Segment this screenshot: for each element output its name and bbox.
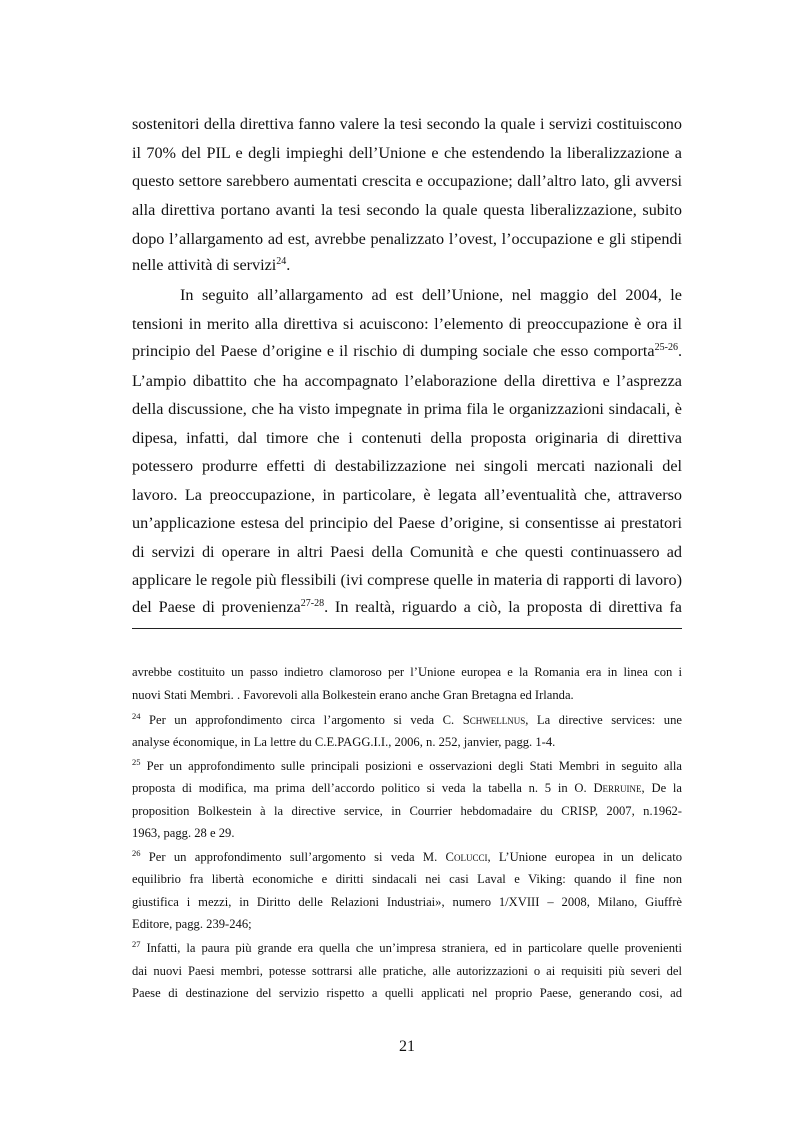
body-line-2: il 70% del PIL e degli impieghi dell’Unione e che estendendo la liberalizzazione a: [132, 144, 682, 162]
footnote-24-author: Schwellnus: [462, 713, 526, 727]
body-line-16: di servizi di operare in altri Paesi della Comunità e che questi continuassero ad: [132, 543, 682, 561]
footnote-continuation-line-2: nuovi Stati Membri. . Favorevoli alla Bolkestein erano anche Gran Bretagna ed Irlanda.: [132, 688, 574, 702]
footnote-25-line-3: proposition Bolkestein à la directive service, in Courrier hebdomadaire du CRISP, 2007, n.1962-: [132, 804, 682, 818]
body-line-11: della discussione, che ha visto impegnate in prima fila le organizzazioni sindacali, è: [132, 400, 682, 418]
body-line-7: In seguito all’allargamento ad est dell’Unione, nel maggio del 2004, le: [180, 286, 682, 304]
footnote-25-line-1: $^{25}$ Per un approfondimento sulle principali posizioni e osservazioni degli Stati Membri in seguito alla: [132, 757, 682, 773]
body-line-12: dipesa, infatti, dal timore che i contenuti della proposta originaria di direttiva: [132, 429, 682, 447]
body-line-5: dopo l’allargamento ad est, avrebbe penalizzato l’ovest, l’occupazione e gli stipendi: [132, 230, 682, 248]
body-line-3: questo settore sarebbero aumentati crescita e occupazione; dall’altro lato, gli avversi: [132, 172, 682, 190]
footnote-24-number: 24: [132, 711, 141, 721]
body-line-1: sostenitori della direttiva fanno valere la tesi secondo la quale i servizi costituiscono: [132, 115, 682, 133]
footnote-25-line-4: 1963, pagg. 28 e 29.: [132, 826, 235, 840]
footnote-26-line-4: Editore, pagg. 239-246;: [132, 917, 252, 931]
footnote-ref-24: 24: [276, 256, 287, 267]
body-line-9: principio del Paese d’origine e il rischio di dumping sociale che esso comporta$^{25-26}$.: [132, 342, 682, 360]
footnote-25-number: 25: [132, 757, 141, 767]
body-line-15: un’applicazione estesa del principio del Paese d’origine, si consentisse ai prestatori: [132, 514, 682, 532]
footnote-24-line-2: analyse économique, in La lettre du C.E.PAGG.I.I., 2006, n. 252, janvier, pagg. 1-4.: [132, 735, 556, 749]
body-line-4: alla direttiva portano avanti la tesi secondo la quale questa liberalizzazione, subito: [132, 201, 682, 219]
footnote-ref-25-26: 25-26: [654, 342, 678, 353]
footnote-26-line-3: giustifica i mezzi, in Diritto delle Relazioni Industriai», numero 1/XVIII – 2008, Milano, Giuffrè: [132, 895, 682, 909]
footnote-27-number: 27: [132, 939, 141, 949]
body-line-14: lavoro. La preoccupazione, in particolare, è legata all’eventualità che, attraverso: [132, 486, 682, 504]
body-line-17: applicare le regole più flessibili (ivi comprese quelle in materia di rapporti di lavoro): [132, 571, 682, 589]
body-line-10: L’ampio dibattito che ha accompagnato l’elaborazione della direttiva e l’asprezza: [132, 372, 682, 390]
footnote-27-line-1: $^{27}$ Infatti, la paura più grande era quella che un’impresa straniera, ed in particolare quelle provenienti: [132, 939, 682, 955]
footnote-24-line-1: $^{24}$ Per un approfondimento circa l’argomento si veda C. Schwellnus, La directive services: une: [132, 711, 682, 727]
footnote-26-line-1: $^{26}$ Per un approfondimento sull’argomento si veda M. Colucci, L’Unione europea in un delicato: [132, 848, 682, 864]
footnote-27-line-3: Paese di destinazione del servizio rispetto a quelli applicati nel proprio Paese, generando cosi, ad: [132, 986, 682, 1000]
footnote-26-author: Colucci: [445, 850, 488, 864]
footnote-26-line-2: equilibrio fra libertà economiche e diritti sindacali nei casi Laval e Viking: quando il fine non: [132, 872, 682, 886]
footnote-25-line-2: proposta di modifica, ma prima dell’accordo politico si veda la tabella n. 5 in O. Derruine, De la: [132, 781, 683, 795]
body-line-13: potessero produrre effetti di destabilizzazione nei singoli mercati nazionali del: [132, 457, 682, 475]
body-line-18: del Paese di provenienza$^{27-28}$. In realtà, riguardo a ciò, la proposta di direttiva fa: [132, 598, 682, 616]
body-line-6: nelle attività di servizi$^{24}$.: [132, 256, 291, 274]
footnote-27-line-2: dai nuovi Paesi membri, potesse sottrarsi alle pratiche, alle autorizzazioni o ai requisiti più severi del: [132, 964, 682, 978]
footnote-separator: [132, 628, 682, 629]
page-number: 21: [399, 1038, 415, 1055]
footnote-25-author: Derruine: [593, 781, 642, 795]
footnote-ref-27-28: 27-28: [300, 598, 325, 609]
footnote-26-number: 26: [132, 848, 141, 858]
body-line-8: tensioni in merito alla direttiva si acuiscono: l’elemento di preoccupazione è ora il: [132, 315, 682, 333]
footnote-continuation-line-1: avrebbe costituito un passo indietro clamoroso per l’Unione europea e la Romania era in linea con i: [132, 665, 682, 679]
